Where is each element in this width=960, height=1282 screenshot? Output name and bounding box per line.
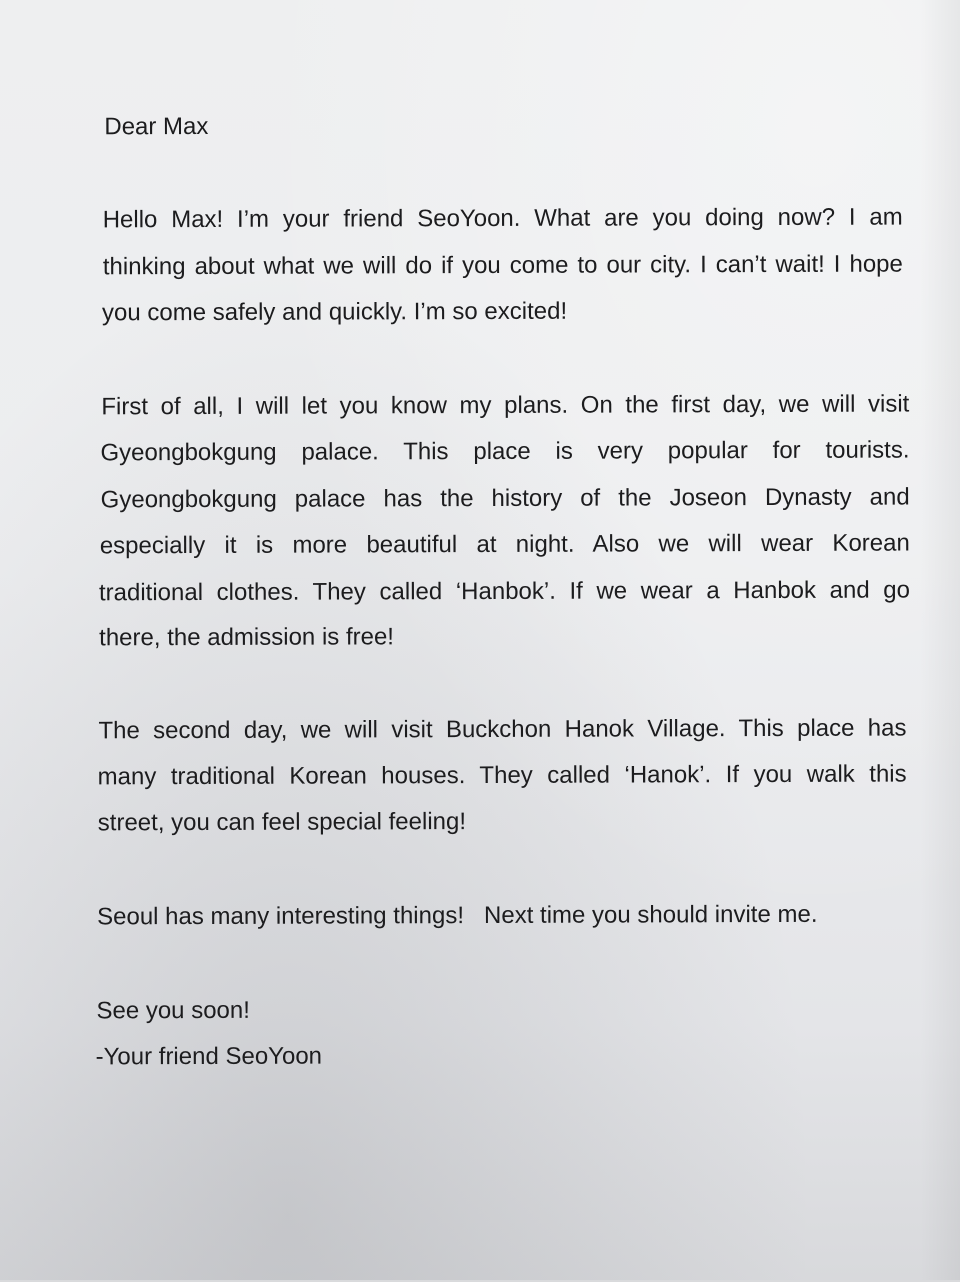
paragraph-2-line-3: Gyeongbokgung palace has the history of the Joseon Dynasty and [100, 483, 910, 514]
paragraph-2-line-2: Gyeongbokgung palace. This place is very popular for tourists. [100, 436, 910, 467]
paragraph-2-line-6: there, the admission is free! [99, 623, 394, 652]
paragraph-1-line-3: you come safely and quickly. I’m so excited! [101, 297, 568, 327]
paragraph-2-line-5: traditional clothes. They called ‘Hanbok’. If we wear a Hanbok and go [98, 576, 911, 607]
paragraph-2-line-4: especially it is more beautiful at night. Also we will wear Korean [99, 529, 910, 560]
closing: See you soon! [96, 996, 250, 1025]
paragraph-3-line-2: many traditional Korean houses. They called ‘Hanok’. If you walk this [97, 760, 907, 791]
paragraph-1-line-1: Hello Max! I’m your friend SeoYoon. What are you doing now? I am [102, 203, 903, 234]
paragraph-2-line-1: First of all, I will let you know my plans. On the first day, we will visit [101, 390, 910, 421]
paragraph-1-line-2: thinking about what we will do if you come to our city. I can’t wait! I hope [102, 250, 903, 281]
paragraph-3-line-1: The second day, we will visit Buckchon Hanok Village. This place has [98, 714, 907, 745]
paragraph-3-line-3: street, you can feel special feeling! [97, 808, 467, 837]
salutation: Dear Max [104, 112, 209, 141]
signature: -Your friend SeoYoon [95, 1042, 323, 1071]
paragraph-4-line-1: Seoul has many interesting things! Next time you should invite me. [97, 900, 818, 931]
